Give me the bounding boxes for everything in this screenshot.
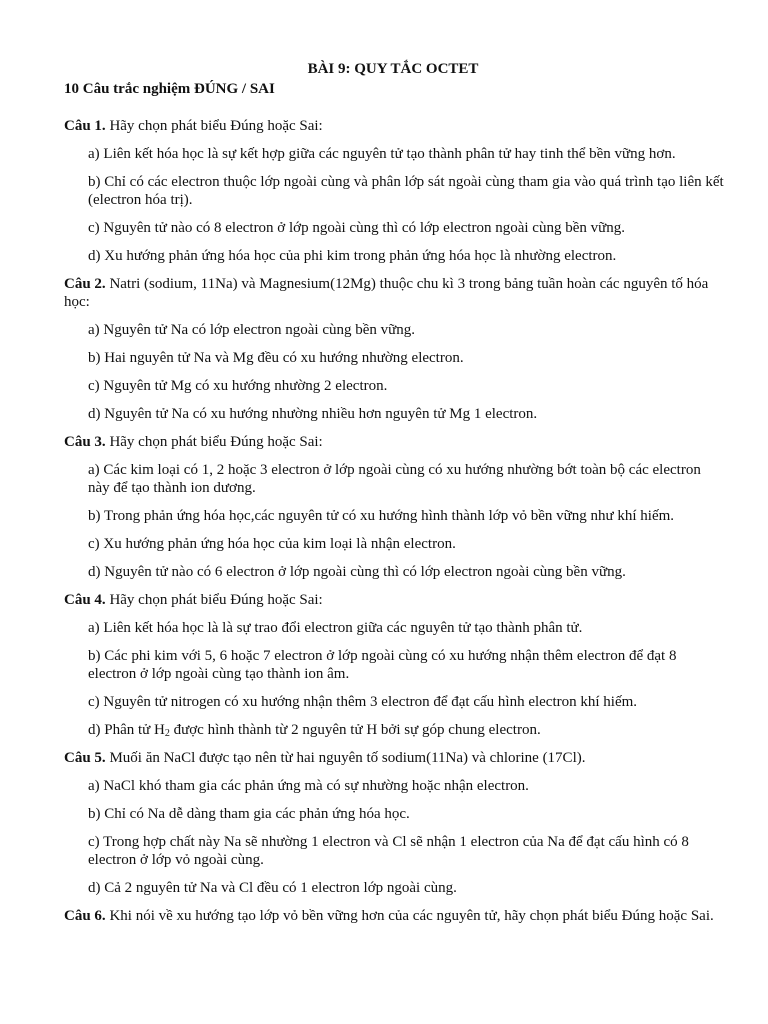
- question-1-label: Câu 1.: [64, 118, 106, 134]
- question-3-option-c: c) Xu hướng phản ứng hóa học của kim loại là nhận electron.: [88, 536, 456, 552]
- question-4-label: Câu 4.: [64, 592, 106, 608]
- question-2-option-a: a) Nguyên tử Na có lớp electron ngoài cùng bền vững.: [88, 322, 416, 338]
- question-1: [64, 117, 724, 265]
- h2-subscript: 2: [164, 728, 170, 739]
- question-5-option-a: a) NaCl khó tham gia các phản ứng mà có sự nhường hoặc nhận electron.: [88, 778, 529, 794]
- question-4-option-b: b) Các phi kim với 5, 6 hoặc 7 electron ở lớp ngoài cùng có xu hướng nhận thêm electron để đạt 8 electron ở lớp ngoài cùng tạo thành ion âm.: [88, 648, 677, 682]
- question-5: [64, 749, 724, 897]
- question-3-option-a: a) Các kim loại có 1, 2 hoặc 3 electron ở lớp ngoài cùng có xu hướng nhường bớt toàn bộ các electron này để tạo thành ion dương.: [88, 462, 701, 496]
- question-3-label: Câu 3.: [64, 434, 106, 450]
- question-2-option-c: c) Nguyên tử Mg có xu hướng nhường 2 electron.: [88, 378, 388, 394]
- question-3-text: Hãy chọn phát biểu Đúng hoặc Sai:: [105, 434, 323, 450]
- question-4-option-d-start: d) Phân tử H: [88, 722, 165, 738]
- document-title: BÀI 9: QUY TẮC OCTET: [307, 61, 479, 77]
- question-5-option-c: c) Trong hợp chất này Na sẽ nhường 1 electron và Cl sẽ nhận 1 electron của Na để đạt cấu hình có 8 electron ở lớp vỏ ngoài cùng.: [88, 834, 689, 868]
- question-5-label: Câu 5.: [64, 750, 106, 766]
- question-2-text: Natri (sodium, 11Na) và Magnesium(12Mg) thuộc chu kì 3 trong bảng tuần hoàn các nguyên tố hóa học:: [64, 276, 709, 310]
- question-5-option-b: b) Chỉ có Na dễ dàng tham gia các phản ứng hóa học.: [88, 806, 410, 822]
- question-4-stem: [64, 591, 724, 609]
- question-3-stem: [64, 433, 724, 451]
- question-2: [64, 275, 724, 423]
- question-2-label: Câu 2.: [64, 276, 106, 292]
- question-1-stem: [64, 117, 724, 135]
- question-5-option-d: d) Cả 2 nguyên tử Na và Cl đều có 1 electron lớp ngoài cùng.: [88, 880, 457, 896]
- question-6-text: Khi nói về xu hướng tạo lớp vỏ bền vững hơn của các nguyên tử, hãy chọn phát biểu Đúng hoặc Sai.: [105, 908, 714, 924]
- question-1-option-b: b) Chỉ có các electron thuộc lớp ngoài cùng và phân lớp sát ngoài cùng tham gia vào quá trình tạo liên kết (electron hóa trị).: [88, 174, 724, 208]
- question-4-option-c: c) Nguyên tử nitrogen có xu hướng nhận thêm 3 electron để đạt cấu hình electron khí hiếm.: [88, 694, 638, 710]
- question-4-option-a: a) Liên kết hóa học là là sự trao đổi electron giữa các nguyên tử tạo thành phân tử.: [88, 620, 583, 636]
- question-3-option-b: b) Trong phản ứng hóa học,các nguyên tử có xu hướng hình thành lớp vỏ bền vững như khí hiếm.: [88, 508, 675, 524]
- question-4-option-d-end: được hình thành từ 2 nguyên tử H bởi sự góp chung electron.: [169, 722, 541, 738]
- question-1-option-a: a) Liên kết hóa học là sự kết hợp giữa các nguyên tử tạo thành phân tử hay tinh thể bền vững hơn.: [88, 146, 676, 162]
- question-6-stem: [64, 907, 724, 925]
- question-2-option-d: d) Nguyên tử Na có xu hướng nhường nhiều hơn nguyên tử Mg 1 electron.: [88, 406, 538, 422]
- question-2-stem: [64, 275, 724, 311]
- question-5-stem: [64, 749, 724, 767]
- question-5-text: Muối ăn NaCl được tạo nên từ hai nguyên tố sodium(11Na) và chlorine (17Cl).: [105, 750, 586, 766]
- question-6-label: Câu 6.: [64, 908, 106, 924]
- question-4: [64, 591, 724, 739]
- question-4-option-d: [88, 721, 724, 739]
- questions-list: [64, 117, 724, 935]
- document-subtitle: 10 Câu trắc nghiệm ĐÚNG / SAI: [64, 81, 275, 97]
- question-4-text: Hãy chọn phát biểu Đúng hoặc Sai:: [105, 592, 323, 608]
- question-2-option-b: b) Hai nguyên tử Na và Mg đều có xu hướng nhường electron.: [88, 350, 464, 366]
- question-1-option-d: d) Xu hướng phản ứng hóa học của phi kim trong phản ứng hóa học là nhường electron.: [88, 248, 617, 264]
- question-1-text: Hãy chọn phát biểu Đúng hoặc Sai:: [105, 118, 323, 134]
- question-1-option-c: c) Nguyên tử nào có 8 electron ở lớp ngoài cùng thì có lớp electron ngoài cùng bền vững.: [88, 220, 625, 236]
- question-6: [64, 907, 724, 925]
- question-3-option-d: d) Nguyên tử nào có 6 electron ở lớp ngoài cùng thì có lớp electron ngoài cùng bền vững.: [88, 564, 626, 580]
- question-3: [64, 433, 724, 581]
